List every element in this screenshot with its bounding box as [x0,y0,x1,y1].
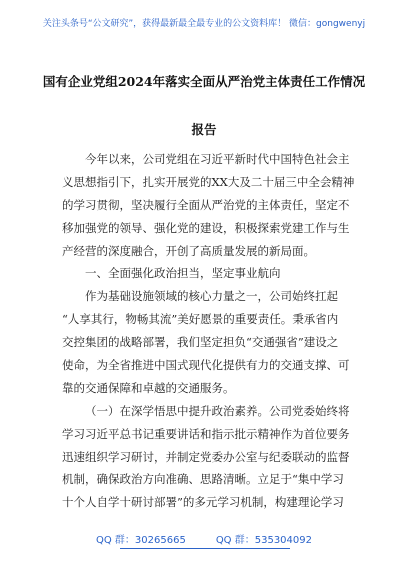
section-heading: 一、全面强化政治担当，坚定事业航向 [85,266,281,281]
document-title: 国有企业党组2024年落实全面从严治党主体责任工作情况 [42,74,366,89]
paragraph-line: 今年以来，公司党组在习近平新时代中国特色社会主 [85,152,350,166]
paragraph-line: 作为基础设施领域的核心力量之一，公司始终扛起 [85,289,338,304]
paragraph-line: 产经营的深度融合，开创了高质量发展的新局面。 [62,243,315,258]
paragraph-line: 迅速组织学习研讨，并制定党委办公室与纪委联动的监督 [62,449,350,464]
paragraph-line: （一）在深学悟思中提升政治素养。公司党委始终将 [85,403,350,418]
document-body [62,148,362,514]
footer-qq-group-1: QQ 群：30265665 [95,535,186,546]
paragraph-line: “人享其行，物畅其流”美好愿景的重要责任。秉承省内 [62,312,339,327]
document-title-continued: 报告 [191,122,217,137]
paragraph-line: 交控集团的战略部署，我们坚定担负“交通强省”建设之 [62,335,339,350]
paragraph-line: 学习习近平总书记重要讲话和指示批示精神作为首位要务 [62,426,350,441]
paragraph-line: 使命，为全省推进中国式现代化提供有力的交通支撑、可 [62,358,350,373]
header-banner: 关注头条号“公文研究”，获得最新最全最专业的公文资料库！ 微信：gongwenyj [42,18,366,29]
paragraph-line: 靠的交通保障和卓越的交通服务。 [62,380,235,395]
paragraph-line: 机制，确保政治方向准确、思路清晰。立足于“集中学习 [62,472,344,487]
footer-qq-group-2: QQ 群：535304092 [215,535,312,546]
paragraph-line: 移加强党的领导、强化党的建设，积极探索党建工作与生 [62,220,350,235]
paragraph-line: 的学习贯彻，坚决履行全面从严治党的主体责任，坚定不 [62,197,350,212]
footer-underline [120,548,290,549]
paragraph-line: 义思想指引下，扎实开展党的XX大及二十届三中全会精神 [62,174,355,189]
paragraph-line: 十个人自学十研讨部署”的多元学习机制，构建理论学习 [62,495,344,510]
